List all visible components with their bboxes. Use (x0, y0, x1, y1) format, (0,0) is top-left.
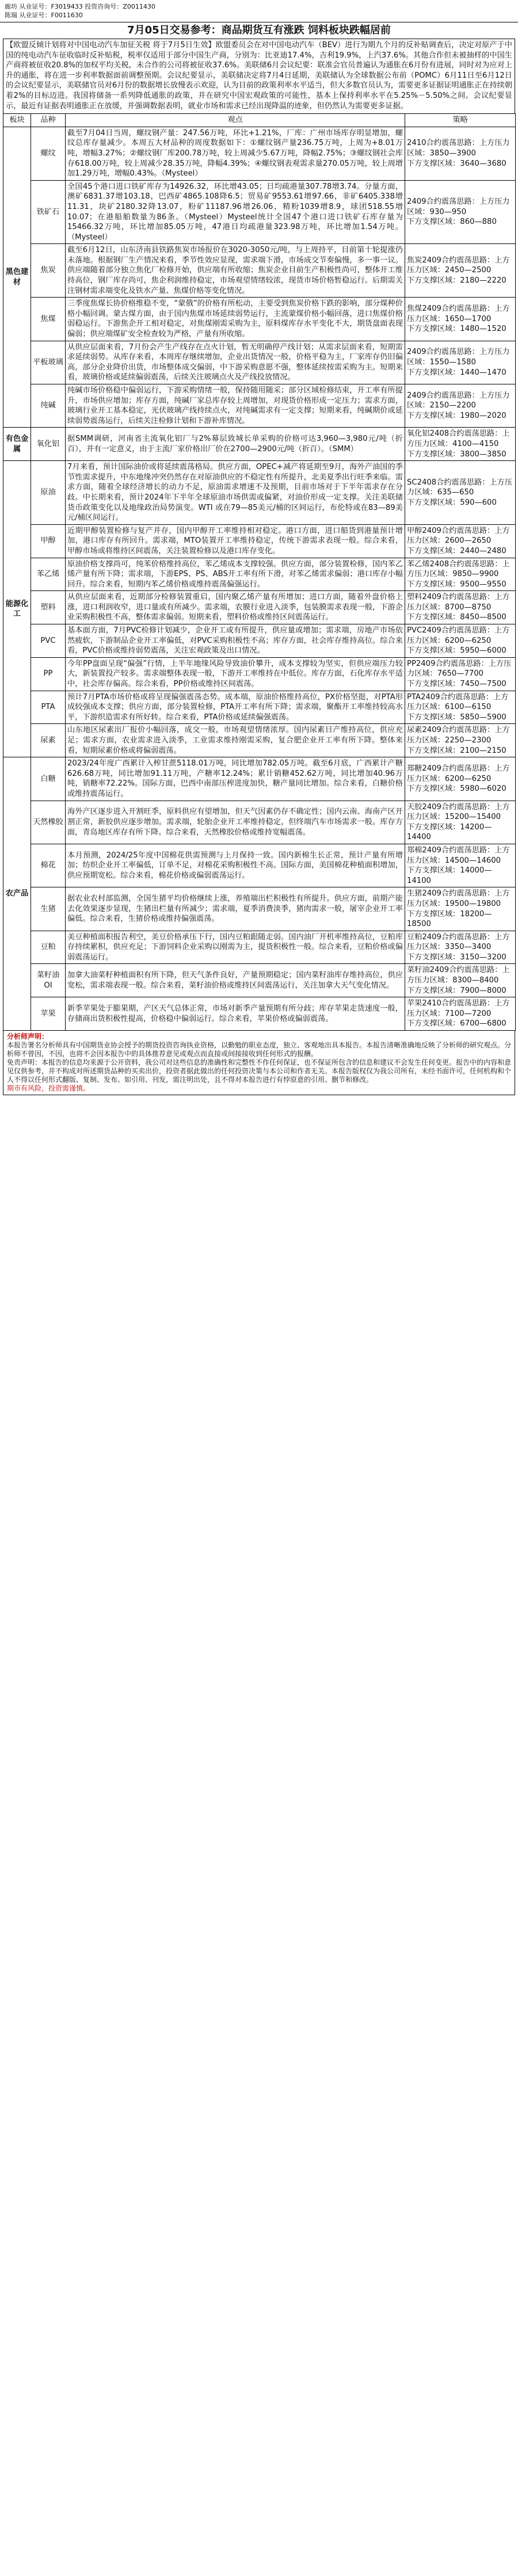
table-row (3, 844, 516, 887)
variety-cell: 氧化铝 (31, 428, 66, 461)
table-row (3, 384, 516, 428)
variety-cell: 菜籽油OI (31, 964, 66, 997)
table-row (3, 591, 516, 624)
col-sector: 板块 (3, 114, 31, 127)
variety-cell: 棉花 (31, 844, 66, 887)
variety-cell: 平板玻璃 (31, 341, 66, 384)
col-strategy: 策略 (405, 114, 516, 127)
strategy-cell: 塑料2409合约震荡思路：上方压力区域：8700—8750 下方支撑区域：8450—8500 (405, 591, 516, 624)
strategy-cell: SC2408合约震荡思路：上方压力区域：635—650 下方支撑区域：590—600 (405, 461, 516, 525)
strategy-cell: 2409合约震荡思路：上方压力区域：1550—1580 下方支撑区域：1440—1470 (405, 341, 516, 384)
variety-cell: 纯碱 (31, 384, 66, 428)
view-cell: 近期甲醇装置检修与复产并存，国内甲醇开工率维持相对稳定。港口方面，进口船货到港量预计增加，港口库存有所回升。需求端，MTO装置开工率维持稳定，传统下游需求表现一般。综合来看，甲醇市场或将维持区间震荡，关注装置检修以及港口库存变化。 (66, 524, 405, 558)
variety-cell: 天然橡胶 (31, 801, 66, 844)
strategy-cell: 苹果2410合约震荡思路：上方压力区域：7100—7200 下方支撑区域：6700—6800 (405, 997, 516, 1031)
variety-cell: 苹果 (31, 997, 66, 1031)
report (3, 22, 515, 1095)
view-cell: 7月来看，预计国际油价或将延续震荡格局。供应方面，OPEC+减产将延期至9月，海外产油国的季节性需求提升，中东地缘冲突仍然存在对原油供应的不稳定性有所提升，北美夏季出行旺季来临。需求方面，随着全球经济增长的动力不足，原油需求增速不及预期，目前市场对于下半年需求存在分歧。中长期来看，预计2024年下半年全球原油市场供需或偏紧，对油价形成一定支撑。关注美联储货币政策变化以及地缘政治局势演变。WTI 或在79—85美元/桶的区间运行，布伦特或在83—89美元/桶区间运行。 (66, 461, 405, 525)
table-row (3, 244, 516, 298)
strategy-cell: PVC2409合约震荡思路：上方压力区域：6200—6250 下方支撑区域：5950—6000 (405, 624, 516, 658)
variety-cell: 甲醇 (31, 524, 66, 558)
table-header-row (3, 114, 516, 127)
col-variety: 品种 (31, 114, 66, 127)
variety-cell: 铁矿石 (31, 180, 66, 244)
strategy-cell: 2410合约震荡思路：上方压力区域：3850—3900 下方支撑区域：3640—3680 (405, 127, 516, 180)
view-cell: 新季苹果处于膨果期，产区天气总体正常，市场对新季产量预期有所分歧；库存苹果走货速度一般，存储商出货积极性提高，价格稳中偏弱运行。综合来看，苹果价格或偏弱震荡。 (66, 997, 405, 1031)
strategy-cell: 甲醇2409合约震荡思路：上方压力区域：2600—2650 下方支撑区域：2440—2480 (405, 524, 516, 558)
table-row (3, 997, 516, 1031)
table-row (3, 127, 516, 180)
view-cell: 据农业农村部监测，全国生猪平均价格继续上涨，养殖端出栏积极性有所提升。供应方面，前期产能去化效果逐步显现，生猪出栏量有所减少；需求端，夏季消费淡季，猪肉需求一般，屠宰企业开工率偏低。综合来看，生猪价格或维持偏强震荡。 (66, 887, 405, 931)
sector-cell: 有色金属 (3, 428, 31, 461)
footer-title: 分析师声明： (7, 1032, 49, 1041)
view-cell: 据SMM调研，河南省主流氧化铝厂与2%幕层致城长单采购的价格可达3,960—3,980元/吨（折百），并有一定意义，由于主流厂家价格出厂价在2700—2900元/吨（折百）。（SMM） (66, 428, 405, 461)
col-view: 观点 (66, 114, 405, 127)
view-cell: 纯碱市场价格稳中偏弱运行，下游采购情绪一般，保持随用随采；部分区域检修结束，开工率有所提升，市场供应增加；库存方面，纯碱厂家总库存较上周增加，对现货价格形成一定压力；需求方面，玻璃行业开工基本稳定，光伏玻璃产线持续点火，对纯碱需求有一定支撑；短期来看，纯碱期价或延续弱势震荡运行，后续关注检修计划和下游补库情况。 (66, 384, 405, 428)
strategy-cell: 氧化铝2408合约震荡思路：上方压力区域：4100—4150 下方支撑区域：3800—3850 (405, 428, 516, 461)
footer-paragraph: 本报告署名分析师具有中国期货业协会授予的期货投资咨询执业资格，以勤勉的职业态度，独立、客观地出具本报告。本报告清晰准确地反映了分析师的研究观点。分析师不曾因，不因，也将不会因本报告中的具体推荐意见或观点而直接或间接接收到任何形式的报酬。 (7, 1041, 512, 1058)
variety-cell: 焦炭 (31, 244, 66, 298)
strategy-cell: 天胶2409合约震荡思路：上方压力区域：15200—15400 下方支撑区域：14200—14400 (405, 801, 516, 844)
strategy-cell: 焦炭2409合约震荡思路：上方压力区域：2450—2500 下方支撑区域：2180—2220 (405, 244, 516, 298)
sector-cell: 能源化工 (3, 461, 31, 757)
variety-cell: 苯乙烯 (31, 558, 66, 591)
view-cell: 2023/24年度广西累计入榨甘蔗5118.01万吨，同比增加782.05万吨。截至6月底，广西累计产糖626.68万吨，同比增加91.11万吨，产糖率12.24%；累计销糖452.62万吨，同比增加40.96万吨，销糖率72.22%。国际方面，巴西中南部压榨进度加快，糖产量同比增加。综合来看，白糖价格或维持震荡运行。 (66, 757, 405, 801)
strategy-cell: PP2409合约震荡思路：上方压力区域：7650—7700 下方支撑区域：7450—7500 (405, 657, 516, 691)
table-row (3, 801, 516, 844)
table-row (3, 298, 516, 341)
table-row (3, 931, 516, 964)
table-row (3, 964, 516, 997)
view-cell: 本月预测，2024/25年度中国棉花供需预测与上月保持一致。国内新棉生长正常，预计产量有所增加；纺织企业开工率偏低，订单不足，对棉花采购积极性不高。国际方面，美国棉花种植面积增加，供应预期宽松。综合来看，棉花价格或偏弱震荡运行。 (66, 844, 405, 887)
variety-cell: PVC (31, 624, 66, 658)
view-cell: 原油价格支撑尚可，纯苯价格维持高位，苯乙烯成本支撑较强。供应方面，部分装置检修，国内苯乙烯产量有所下降；需求端，下游EPS、PS、ABS开工率有所下滑，对苯乙烯需求偏弱；港口库存小幅回升。综合来看，短期内苯乙烯价格或维持震荡偏强运行。 (66, 558, 405, 591)
strategy-cell: 菜籽油2409合约震荡思路：上方压力区域：8300—8400 下方支撑区域：7900—8000 (405, 964, 516, 997)
variety-cell: PTA (31, 691, 66, 724)
variety-cell: 生猪 (31, 887, 66, 931)
table-row (3, 461, 516, 525)
variety-cell: 塑料 (31, 591, 66, 624)
strategy-cell: 苯乙烯2408合约震荡思路：上方压力区域：9850—9900 下方支撑区域：9500—9550 (405, 558, 516, 591)
view-cell: 全国45个港口进口铁矿库存为14926.32，环比增43.05；日均疏港量307.78增3.74。分量方面，澳矿6831.37增103.18，巴西矿4865.108降6.5；贸易矿9553.61增97.66，非矿6405.338增11.31，块矿2180.32降13.07，粉矿11187.96增26.06，精粉1039增8.9，球团518.55增10.07；在港船舶数量为86条。（Mysteel）Mysteel统计全国47个港口进口铁矿石库存量为15466.32万吨，环比增加85.05万吨，47港日均疏港量323.98万吨，环比增加1.54万吨。（Mysteel） (66, 180, 405, 244)
view-cell: 今年PP盘面呈现“偏强”行情，上半年地缘风险导致油价攀升，成本支撑较为坚实，但供应端压力较大，新装置投产较多。需求端整体表现一般，下游开工率维持在中低位。库存方面，石化库存水平适中，社会库存偏高。综合来看，PP价格或维持区间震荡。 (66, 657, 405, 691)
table-row (3, 757, 516, 801)
table-row (3, 428, 516, 461)
view-cell: 从供应层面来看，近期部分检修装置重启，国内聚乙烯产量有所增加；进口方面，随着外盘价格上涨，进口利润收窄，进口量或有所减少。需求端，农膜行业进入淡季，包装膜需求表现一般，下游企业采购积极性不高，整体需求偏弱。短期来看，塑料价格或维持区间震荡运行。 (66, 591, 405, 624)
table-row (3, 657, 516, 691)
intro-paragraph: 【欧盟反倾计划将对中国电动汽车加征关税 将于7月5日生效】欧盟委员会在对中国电动汽车（BEV）进行为期九个月的反补贴调查后，决定对原产于中国的纯电动汽车征收临时反补贴税，税率仅适用于部分中国生产商，分别为：比亚迪17.4%，吉利19.9%，上汽37.6%。其他合作但未被抽样的中国生产商将被征收20.8%的加权平均关税，未合作的公司将被征收37.6%。美联储6月会议纪要：联准会官员普遍认为通胀在6月份有进展，同时对为应对上升的通胀，将在进一步利率数据面前调整预期。会议纪要显示，美联储决定将7月4日延期，美联储认为全球数据公布前（POMC）6月11日至6月12日的会议纪要显示，美联储官员对6月份的数据增长放慢表示欢迎，认为目前的政策利率水平适当，但大多数官员认为，需要更多证据证明通胀正在持续朝着2%的目标迈进。我国将储备一系列降低通胀的政策，并在研究中国宏观政策的可能性，基本上保持利率水平在5.25%－5.50%之间。会议纪要显示，最近有证据表明通胀正在放缓，并强调数据表明，就业市场和需求已经出现降温的迹象，但仍然认为需要更多证据。 (3, 39, 515, 113)
table-row (3, 558, 516, 591)
strategy-cell: 焦煤2409合约震荡思路：上方压力区域：1650—1700 下方支撑区域：1480—1520 (405, 298, 516, 341)
table-row (3, 724, 516, 757)
view-cell: 预计7月PTA市场价格或将呈现偏强震荡态势。成本端，原油价格维持高位，PX价格坚挺，对PTA形成较强成本支撑；供应方面，部分装置检修，PTA开工率有所下降；需求端，聚酯开工率维持较高水平，下游织造需求有所好转。综合来看，PTA价格或延续偏强震荡。 (66, 691, 405, 724)
variety-cell: PP (31, 657, 66, 691)
table-body (3, 127, 516, 1030)
reference-table (3, 113, 516, 1031)
sector-cell: 黑色建材 (3, 127, 31, 428)
variety-cell: 焦煤 (31, 298, 66, 341)
table-row (3, 180, 516, 244)
strategy-cell: 郑棉2409合约震荡思路：上方压力区域：14500—14600 下方支撑区域：14000—14100 (405, 844, 516, 887)
view-cell: 海外产区逐步进入开割旺季，原料供应有望增加，但天气因素仍存不确定性；国内云南、海南产区开割正常，新胶供应逐步增加。需求端，轮胎企业开工率维持稳定，但终端汽车市场需求一般。库存方面，青岛地区库存有所下降。综合来看，天然橡胶价格或维持宽幅震荡。 (66, 801, 405, 844)
variety-cell: 原油 (31, 461, 66, 525)
variety-cell: 豆粕 (31, 931, 66, 964)
variety-cell: 白糖 (31, 757, 66, 801)
strategy-cell: PTA2409合约震荡思路：上方压力区域：6100—6150 下方支撑区域：5850—5900 (405, 691, 516, 724)
analyst-line-2: 陈瑞 从业证号：F0011630 (5, 12, 83, 19)
strategy-cell: 2409合约震荡思路：上方压力区域：930—950 下方支撑区域：860—880 (405, 180, 516, 244)
view-cell: 山东地区尿素出厂报价小幅回落，成交一般，市场观望情绪浓厚。国内尿素日产维持高位，供应充足；需求方面，农业需求进入淡季，工业需求维持刚需采购，复合肥企业开工率有所下降。整体来看，短期尿素价格或将偏弱震荡。 (66, 724, 405, 757)
sector-cell: 农产品 (3, 757, 31, 1031)
table-row (3, 691, 516, 724)
table-row (3, 887, 516, 931)
view-cell: 三季度焦煤长协价格维稳不变，“蒙俄”的价格有所松动，主要受到焦炭价格下跌的影响，部分煤种价格小幅回调。蒙古煤方面，由于国内焦煤市场延续弱势运行，主流蒙煤价格小幅回落，进口焦煤价格弱稳运行。下游焦企开工相对稳定，对焦煤刚需采购为主，原料煤库存水平变化不大，期货盘面表现偏弱；供应端煤矿安全检查较为严格，产量有所收缩。 (66, 298, 405, 341)
footer-disclaimer (3, 1031, 515, 1095)
strategy-cell: 郑糖2409合约震荡思路：上方压力区域：6200—6250 下方支撑区域：5980—6020 (405, 757, 516, 801)
view-cell: 截至6月12日，山东济南县铁路焦炭市场报价在3020-3050元/吨，与上周持平，目前第十轮提涨仍未落地。根据钢厂生产情况来看，季节性效应显现，需求端下滑，市场成交节奏偏慢，多一事一议。供应端随着部分独立焦化厂检修开始，供应端有所收缩；焦炭企业目前生产积极性尚可，整体开工维持高位，钢厂库存尚可，焦企利润维持稳定，市场观望情绪较浓，现货市场价格暂稳运行。后期需关注钢材需求端变化及铁水产量、焦煤价格等变化情况。 (66, 244, 405, 298)
table-row (3, 341, 516, 384)
view-cell: 截至7月04日当周，螺纹钢产量：247.56万吨，环比+1.21%，厂库：广州市场库存明显增加，螺纹总库存量减少。本周五大材品种的周度数据如下：①螺纹钢产量236.75万吨，上周为+8.01万吨，增幅3.27%；②螺纹钢厂库200.78万吨，较上周减少5.67万吨，降幅2.75%；③螺纹钢社会库存618.00万吨，较上周减少28.35万吨，降幅4.39%；④螺纹钢表观需求量270.05万吨，较上周增加1.29万吨，增幅0.43%。（Mysteel） (66, 127, 405, 180)
table-row (3, 624, 516, 658)
view-cell: 从供应层面来看，7月份会产生产线存在点火计划，暂无明确停产线计划；从需求层面来看，短期需求延续弱势。从库存来看，本周库存继续增加，企业出货情况一般，价格平稳为主，厂家库存仍旧偏高，部分企业降价出货，市场整体成交偏弱，中下游采购意愿不强，整体延续按需采购为主。短期来看，玻璃价格或延续偏弱震荡，后续关注玻璃点火及产线投放情况。 (66, 341, 405, 384)
footer-paragraph: 免责声明：本报告的信息均来源于公开资料，我公司对这些信息的准确性和完整性不作任何保证，也不保证所包含的信息和建议不会发生任何变更。报告中的内容和意见仅供参考，并不构成对所述期货品种的买卖出价，投资者据此做出的任何投资决策与本公司和作者无关。本报告版权仅为我公司所有，未经书面许可，任何机构和个人不得以任何形式翻版、复制、发布。如引用、刊发，需注明出处，且不得对本报告进行有悖原意的引用、删节和修改。 (7, 1058, 512, 1084)
strategy-cell: 豆粕2409合约震荡思路：上方压力区域：3350—3400 下方支撑区域：3150—3200 (405, 931, 516, 964)
page-title: 7月05日交易参考：商品期货互有涨跌 饲料板块跌幅居前 (127, 24, 391, 36)
variety-cell: 尿素 (31, 724, 66, 757)
footer-warning: 期市有风险，投资需谨慎。 (7, 1084, 90, 1093)
strategy-cell: 生猪2409合约震荡思路：上方压力区域：19500—19800 下方支撑区域：18200—18500 (405, 887, 516, 931)
view-cell: 美豆种植面积报告利空，美豆价格承压下行，国内豆粕跟随走弱。国内油厂开机率维持高位，豆粕库存持续累积，供应充足；下游饲料企业采购以刚需为主，提货积极性一般。综合来看，豆粕价格或偏弱震荡运行。 (66, 931, 405, 964)
analyst-line-1: 廊坊 从业证号：F3019433 投资咨询号：Z0011430 (5, 3, 155, 10)
table-row (3, 524, 516, 558)
variety-cell: 螺纹 (31, 127, 66, 180)
view-cell: 加拿大油菜籽种植面积有所下降，但天气条件良好，产量预期稳定；国内菜籽油库存维持高位，供应宽松，需求端表现一般。综合来看，菜籽油价格或维持区间震荡运行，关注加拿大天气变化情况。 (66, 964, 405, 997)
view-cell: 基本面方面，7月PVC检修计划减少，企业开工或有所提升，供应量或增加；需求端，房地产市场依然疲软，下游制品企业开工率偏低，对PVC采购积极性不高；库存方面，社会库存维持高位。综合来看，PVC价格或维持弱势震荡，关注宏观政策及出口情况。 (66, 624, 405, 658)
strategy-cell: 2409合约震荡思路：上方压力区域：2150—2200 下方支撑区域：1980—2020 (405, 384, 516, 428)
strategy-cell: 尿素2409合约震荡思路：上方压力区域：2250—2300 下方支撑区域：2100—2150 (405, 724, 516, 757)
header-meta (0, 0, 518, 22)
